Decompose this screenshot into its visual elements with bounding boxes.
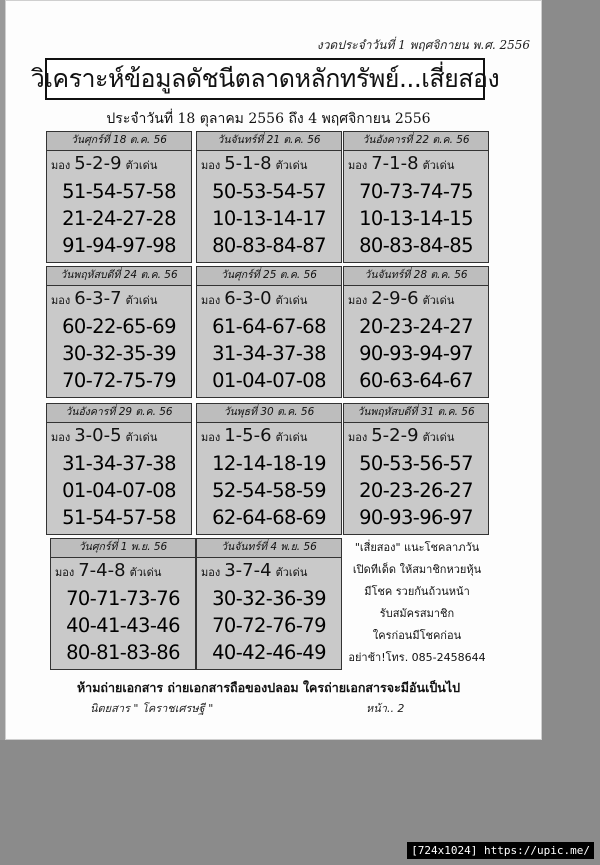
pick-label: มอง	[51, 159, 71, 172]
card-date: วันพุธที่ 30 ต.ค. 56	[197, 404, 341, 423]
highlight-row	[201, 425, 337, 450]
card-date: วันศุกร์ที่ 18 ต.ค. 56	[47, 132, 191, 151]
page-number: หน้า.. 2	[366, 702, 405, 715]
card-date: วันอังคารที่ 29 ต.ค. 56	[47, 404, 191, 423]
issue-date: งวดประจำวันที่ 1 พฤศจิกายน พ.ศ. 2556	[316, 38, 530, 52]
number-line: 91-94-97-98	[62, 234, 176, 257]
card-date: วันจันทร์ที่ 28 ต.ค. 56	[344, 267, 488, 286]
period-line: ประจำวันที่ 18 ตุลาคม 2556 ถึง 4 พฤศจิกายน 2556	[106, 111, 431, 127]
pick-number: 5-1-8	[224, 153, 272, 174]
highlight-row	[201, 153, 337, 178]
prediction-card	[46, 266, 192, 398]
highlight-row	[348, 288, 484, 313]
pick-number: 3-7-4	[224, 560, 272, 581]
card-date: วันจันทร์ที่ 21 ต.ค. 56	[197, 132, 341, 151]
number-line: 12-14-18-19	[212, 452, 326, 475]
pick-tag: ตัวเด่น	[422, 431, 455, 444]
prediction-card	[46, 403, 192, 535]
pick-tag: ตัวเด่น	[125, 159, 158, 172]
prediction-card	[196, 266, 342, 398]
number-line: 21-24-27-28	[62, 207, 176, 230]
number-line: 70-72-75-79	[62, 369, 176, 392]
card-date: วันพฤหัสบดีที่ 24 ต.ค. 56	[47, 267, 191, 286]
prediction-card	[343, 266, 489, 398]
pick-tag: ตัวเด่น	[422, 294, 455, 307]
highlight-row	[55, 560, 191, 585]
promo-block	[342, 537, 492, 669]
copy-warning: ห้ามถ่ายเอกสาร ถ่ายเอกสารถือของปลอม ใครถ่ายเอกสารจะมีอันเป็นไป	[76, 680, 461, 695]
magazine-name: นิตยสาร " โคราชเศรษฐี "	[90, 702, 214, 715]
number-line: 20-23-26-27	[359, 479, 473, 502]
page-title: วิเคราะห์ข้อมูลดัชนีตลาดหลักทรัพย์...เสี่ยสอง	[30, 64, 500, 93]
pick-label: มอง	[348, 294, 368, 307]
card-date: วันอังคารที่ 22 ต.ค. 56	[344, 132, 488, 151]
promo-line: "เสี่ยสอง" แนะโชคลาภวัน	[354, 541, 480, 554]
pick-label: มอง	[201, 566, 221, 579]
pick-tag: ตัวเด่น	[275, 294, 308, 307]
number-line: 31-34-37-38	[212, 342, 326, 365]
pick-label: มอง	[348, 159, 368, 172]
pick-number: 6-3-7	[74, 288, 122, 309]
prediction-card	[196, 131, 342, 263]
number-line: 70-73-74-75	[359, 180, 473, 203]
pick-label: มอง	[201, 431, 221, 444]
title-box	[30, 58, 500, 100]
pick-tag: ตัวเด่น	[275, 159, 308, 172]
pick-label: มอง	[201, 294, 221, 307]
pick-label: มอง	[51, 294, 71, 307]
promo-line: รับสมัครสมาชิก	[379, 607, 455, 620]
card-date: วันจันทร์ที่ 4 พ.ย. 56	[197, 539, 341, 558]
pick-tag: ตัวเด่น	[129, 566, 162, 579]
prediction-card	[196, 403, 342, 535]
number-line: 30-32-36-39	[212, 587, 326, 610]
highlight-row	[51, 425, 187, 450]
prediction-card	[343, 131, 489, 263]
number-line: 52-54-58-59	[212, 479, 326, 502]
pick-number: 3-0-5	[74, 425, 122, 446]
image-watermark: [724x1024] https://upic.me/	[407, 842, 594, 859]
prediction-card	[46, 131, 192, 263]
pick-number: 1-5-6	[224, 425, 272, 446]
pick-label: มอง	[201, 159, 221, 172]
number-line: 01-04-07-08	[62, 479, 176, 502]
prediction-card	[50, 538, 196, 670]
promo-line: เปิดทีเด็ด ให้สมาชิกหวยหุ้น	[352, 563, 482, 576]
prediction-card	[343, 403, 489, 535]
number-line: 80-83-84-85	[359, 234, 473, 257]
number-line: 30-32-35-39	[62, 342, 176, 365]
promo-phone: อย่าช้า!โทร. 085-2458644	[348, 651, 486, 664]
pick-tag: ตัวเด่น	[275, 431, 308, 444]
number-line: 61-64-67-68	[212, 315, 326, 338]
pick-number: 5-2-9	[371, 425, 419, 446]
pick-label: มอง	[55, 566, 75, 579]
highlight-row	[201, 560, 337, 585]
highlight-row	[348, 153, 484, 178]
number-line: 80-83-84-87	[212, 234, 326, 257]
number-line: 31-34-37-38	[62, 452, 176, 475]
scan-right-margin	[543, 0, 600, 865]
number-line: 51-54-57-58	[62, 506, 176, 529]
number-line: 60-22-65-69	[62, 315, 176, 338]
number-line: 40-41-43-46	[66, 614, 180, 637]
card-date: วันศุกร์ที่ 25 ต.ค. 56	[197, 267, 341, 286]
number-line: 50-53-56-57	[359, 452, 473, 475]
pick-number: 7-1-8	[371, 153, 419, 174]
pick-tag: ตัวเด่น	[125, 294, 158, 307]
number-line: 80-81-83-86	[66, 641, 180, 664]
card-date: วันพฤหัสบดีที่ 31 ต.ค. 56	[344, 404, 488, 423]
number-line: 90-93-96-97	[359, 506, 473, 529]
number-line: 90-93-94-97	[359, 342, 473, 365]
pick-tag: ตัวเด่น	[275, 566, 308, 579]
highlight-row	[51, 153, 187, 178]
number-line: 50-53-54-57	[212, 180, 326, 203]
number-line: 70-71-73-76	[66, 587, 180, 610]
number-line: 10-13-14-17	[212, 207, 326, 230]
number-line: 62-64-68-69	[212, 506, 326, 529]
number-line: 60-63-64-67	[359, 369, 473, 392]
pick-number: 7-4-8	[78, 560, 126, 581]
prediction-card	[196, 538, 342, 670]
pick-number: 6-3-0	[224, 288, 272, 309]
number-line: 40-42-46-49	[212, 641, 326, 664]
number-line: 10-13-14-15	[359, 207, 473, 230]
promo-line: ใครก่อนมีโชคก่อน	[372, 629, 462, 642]
pick-label: มอง	[348, 431, 368, 444]
number-line: 01-04-07-08	[212, 369, 326, 392]
pick-tag: ตัวเด่น	[125, 431, 158, 444]
number-line: 70-72-76-79	[212, 614, 326, 637]
promo-line: มีโชค รวยกันถ้วนหน้า	[364, 585, 470, 598]
pick-tag: ตัวเด่น	[422, 159, 455, 172]
card-date: วันศุกร์ที่ 1 พ.ย. 56	[51, 539, 195, 558]
number-line: 51-54-57-58	[62, 180, 176, 203]
highlight-row	[348, 425, 484, 450]
pick-label: มอง	[51, 431, 71, 444]
number-line: 20-23-24-27	[359, 315, 473, 338]
pick-number: 2-9-6	[371, 288, 419, 309]
highlight-row	[51, 288, 187, 313]
pick-number: 5-2-9	[74, 153, 122, 174]
highlight-row	[201, 288, 337, 313]
